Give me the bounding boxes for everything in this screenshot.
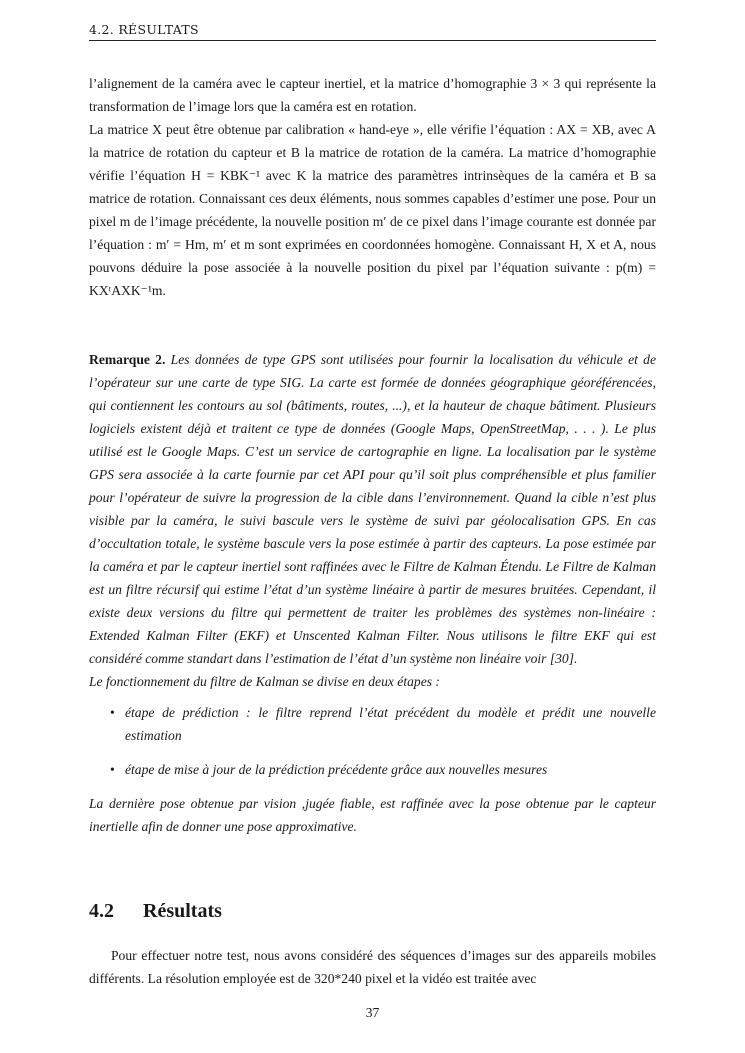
list-item (110, 701, 656, 747)
remark-text: Les données de type GPS sont utilisées pour fournir la localisation du véhicule et de l’opérateur sur une carte de type SIG. La carte est formée de données géographique géoréférencées, qui contiennent les contours au sol (bâtiments, routes, ...), et la hauteur de chaque bâtiment. Plusieurs logiciels existent déjà et traitent ce type de données (Google Maps, OpenStreetMap, . . . ). Le plus utilisé est le Google Maps. C’est un service de cartographie en ligne. La localisation par le système GPS sera associée à la carte fournie par cet API pour qu’il soit plus compréhensible et plus familier pour l’opérateur de suivre la progression de la cible dans l’environnement. Quand la cible n’est plus visible par la caméra, le suivi bascule vers le système de suivi par géolocalisation GPS. En cas d’occultation totale, le système bascule vers la pose estimée à partir des capteurs. La pose estimée par la caméra et par le capteur inertiel sont raffinées avec le Filtre de Kalman Étendu. Le Filtre de Kalman est un filtre récursif qui estime l’état d’un système linéaire à partir de mesures bruitées. Cependant, il existe deux versions du filtre qui permettent de traiter les problèmes des systèmes non-linéaire : Extended Kalman Filter (EKF) et Unscented Kalman Filter. Nous utilisons le filtre EKF qui est considéré comme standart dans l’estimation de l’état d’un système non linéaire voir [30]. (89, 352, 656, 666)
remark-paragraph (89, 348, 656, 670)
paragraph-homography: l’alignement de la caméra avec le capteur inertiel, et la matrice d’homographie 3 × 3 qui représente la transformation de l’image lors que la caméra est en rotation. (89, 76, 656, 114)
page-number: 37 (365, 1005, 380, 1020)
remark-conclusion: La dernière pose obtenue par vision ,jugée fiable, est raffinée avec la pose obtenue par le capteur inertielle afin de donner une pose approximative. (89, 796, 656, 834)
running-header (89, 22, 656, 41)
bullet-icon: • (110, 705, 115, 720)
kalman-steps-list (89, 701, 656, 781)
list-item (110, 758, 656, 781)
remark-label: Remarque 2. (89, 352, 166, 367)
running-header-title: 4.2. RÉSULTATS (89, 22, 199, 37)
section-heading (89, 900, 656, 923)
section-number: 4.2 (89, 900, 114, 922)
bullet-icon: • (110, 762, 115, 777)
main-text (89, 72, 656, 302)
section-title: Résultats (143, 900, 222, 922)
list-item-text: étape de mise à jour de la prédiction précédente grâce aux nouvelles mesures (125, 762, 548, 777)
paragraph-calibration: La matrice X peut être obtenue par calibration « hand-eye », elle vérifie l’équation : AX = XB, avec A la matrice de rotation du capteur et B la matrice de rotation de la caméra. La matrice d’homographie vérifie l’équation H = KBK⁻¹ avec K la matrice des paramètres intrinsèques de la caméra et B sa matrice de rotation. Connaissant ces deux éléments, nous sommes capables d’estimer une pose. Pour un pixel m de l’image précédente, la nouvelle position m′ de ce pixel dans l’image courante est donnée par l’équation : m′ = Hm, m′ et m sont exprimées en coordonnées homogène. Connaissant H, X et A, nous pouvons déduire la pose associée à la nouvelle position du pixel par l’équation suivante : p(m) = KXᵗAXK⁻¹m. (89, 122, 656, 298)
list-item-text: étape de prédiction : le filtre reprend l’état précédent du modèle et prédit une nouvelle estimation (125, 705, 656, 743)
remark-block (89, 348, 656, 838)
section-paragraph: Pour effectuer notre test, nous avons considéré des séquences d’images sur des appareils mobiles différents. La résolution employée est de 320*240 pixel et la vidéo est traitée avec (89, 948, 656, 986)
remark-intro: Le fonctionnement du filtre de Kalman se divise en deux étapes : (89, 674, 440, 689)
